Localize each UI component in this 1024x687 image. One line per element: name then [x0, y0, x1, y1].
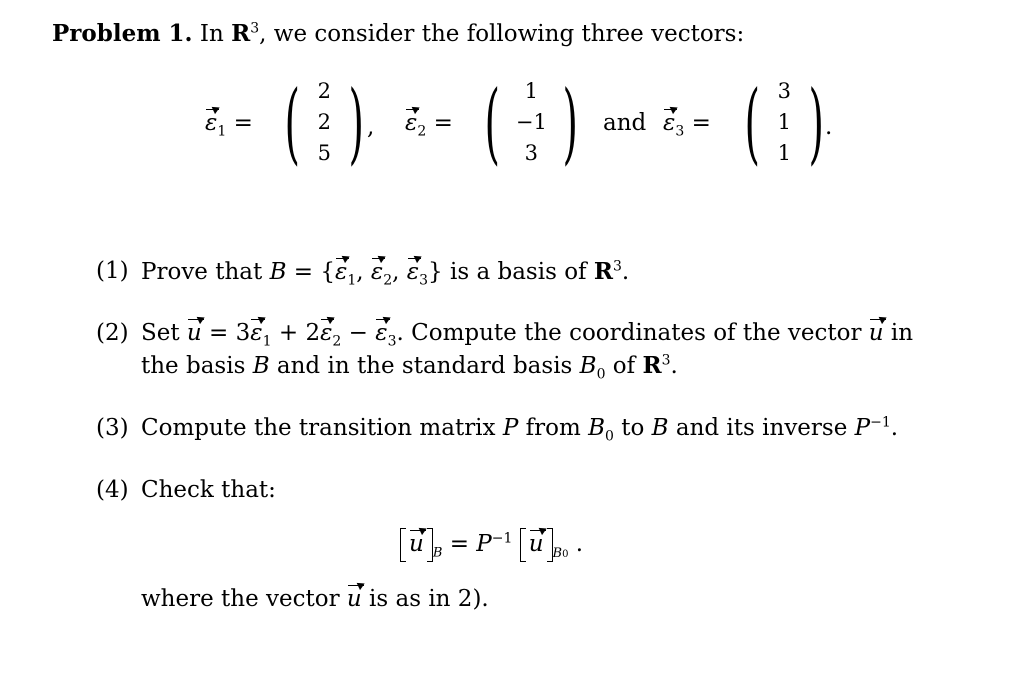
left-paren: ( [284, 70, 300, 174]
inverse-exponent: −1 [870, 414, 891, 431]
right-paren: ) [808, 70, 825, 174]
item-number: (3) [96, 415, 129, 441]
equation-middle: = P [442, 531, 492, 557]
vector-e1-subscript: 1 [347, 272, 357, 289]
space-exponent: 3 [661, 352, 671, 369]
vector-e3-label [663, 110, 711, 140]
vector-e1-label [205, 110, 253, 140]
vector-e2-value: 1 [524, 79, 539, 103]
vector-e1-symbol: ε [250, 320, 263, 346]
item-3-text-a: Compute the transition matrix [141, 415, 503, 441]
vector-e1-subscript: 1 [262, 333, 272, 350]
vector-u-symbol: u [528, 531, 544, 557]
basis-symbol: B [269, 259, 287, 285]
item-2-text-d: − [341, 320, 376, 346]
vector-e3-symbol: ε [663, 110, 676, 136]
where-text-b: is as in 2). [361, 586, 489, 612]
vector-e2-symbol: ε [405, 110, 418, 136]
space-exponent: 3 [250, 20, 260, 37]
vector-u-symbol: u [409, 531, 424, 557]
period: . [670, 353, 678, 379]
matrix-p-inverse-symbol: P [854, 415, 871, 441]
period: . [568, 531, 584, 557]
item-2-text-e: . Compute the coordinates of the vector [396, 320, 869, 346]
item-2-text-a: Set [141, 320, 187, 346]
space-symbol: R [593, 258, 613, 285]
vector-e2-subscript: 2 [383, 272, 393, 289]
vector-e3-value: 1 [777, 110, 792, 134]
vector-u-symbol: u [186, 320, 202, 346]
vector-e3-column [735, 70, 834, 174]
vector-e2-symbol: ε [320, 320, 333, 346]
item-3-text-d: and its inverse [668, 415, 855, 441]
vector-e1-symbol: ε [335, 259, 348, 285]
left-bracket [520, 528, 526, 562]
vector-e2-label [405, 110, 453, 140]
vector-e2-value: 3 [524, 141, 539, 165]
space-exponent: 3 [613, 258, 622, 275]
vector-e1-value: 2 [317, 110, 332, 134]
item-number: (4) [96, 477, 129, 503]
standard-basis-subscript: 0 [596, 366, 606, 383]
standard-basis-subscript: 0 [605, 428, 614, 445]
set-open: = { [286, 259, 335, 285]
left-paren: ( [744, 70, 760, 174]
item-2-line-2 [141, 352, 678, 383]
left-paren: ( [484, 70, 500, 174]
check-equation [400, 528, 583, 562]
basis-subscript: B [432, 545, 443, 561]
vector-e3-subscript: 3 [419, 272, 429, 289]
item-2-line2-b: and in the standard basis [269, 353, 580, 379]
problem-intro-prefix: In [199, 21, 232, 47]
problem-label: Problem 1. [52, 20, 193, 47]
vector-e1-value: 5 [317, 141, 332, 165]
vector-e3-values [769, 76, 799, 169]
item-1-text-c: } is a basis of [428, 259, 594, 285]
right-paren: ) [348, 70, 365, 174]
vector-e1-value: 2 [317, 79, 332, 103]
period: . [621, 259, 630, 285]
item-3-text [141, 414, 899, 445]
vector-e1-column [275, 70, 374, 174]
vector-e3-symbol: ε [375, 320, 388, 346]
item-number: (1) [96, 258, 129, 284]
comma: , [367, 114, 375, 140]
basis-symbol: B [651, 415, 669, 441]
and-word: and [603, 110, 647, 136]
vector-e2-column [475, 70, 588, 174]
standard-basis-letter: B [552, 545, 563, 561]
basis-symbol: B [252, 353, 270, 379]
vector-e2-subscript: 2 [417, 123, 427, 140]
item-3-text-b: from [518, 415, 589, 441]
inverse-exponent: −1 [491, 530, 513, 547]
vector-e3-value: 3 [777, 79, 792, 103]
item-2-line2-c: of [605, 353, 643, 379]
equals-sign: = [433, 110, 453, 136]
standard-basis-subscript [553, 546, 569, 561]
vector-e1-symbol: ε [205, 110, 218, 136]
vector-e3-subscript: 3 [387, 333, 397, 350]
item-2-text-f: in [883, 320, 914, 346]
vector-e2-symbol: ε [370, 259, 384, 285]
period: . [890, 415, 899, 441]
item-number: (2) [96, 320, 129, 346]
space-symbol: R [231, 20, 251, 47]
equals-sign: = [691, 110, 711, 136]
item-2-text-c: + 2 [271, 320, 321, 346]
vector-e1-subscript: 1 [217, 123, 227, 140]
vector-u-symbol: u [868, 320, 884, 346]
vector-e3-symbol: ε [406, 259, 420, 285]
vector-u-symbol: u [346, 586, 362, 612]
where-line [141, 586, 489, 612]
vector-e3-value: 1 [777, 141, 792, 165]
standard-basis-index: 0 [562, 548, 569, 560]
vector-e2-value: −1 [515, 110, 547, 134]
item-2-line2-a: the basis [141, 353, 253, 379]
item-2-line-1 [141, 320, 914, 350]
vector-e2-subscript: 2 [332, 333, 342, 350]
period: . [825, 114, 833, 140]
item-3-text-c: to [613, 415, 652, 441]
item-2-text-b: = 3 [201, 320, 251, 346]
standard-basis-symbol: B [579, 353, 597, 379]
item-1-text: Prove that $B = \{\varepsilon_1$, $\varepsilon_2$, $\varepsilon_3$} is a basis of $R^3$. [141, 258, 630, 289]
vector-e3-subscript: 3 [675, 123, 685, 140]
vector-e1-values [309, 76, 339, 169]
space-symbol: R [642, 352, 662, 379]
left-bracket [400, 528, 406, 562]
vector-e2-values [509, 76, 553, 169]
matrix-p-symbol: P [502, 415, 519, 441]
item-1-text-a: Prove that [141, 259, 270, 285]
where-text-a: where the vector [141, 586, 347, 612]
problem-intro-suffix: , we consider the following three vectors: [259, 21, 745, 47]
right-paren: ) [562, 70, 579, 174]
equals-sign: = [233, 110, 253, 136]
problem-header [52, 20, 744, 47]
standard-basis-symbol: B [588, 415, 606, 441]
item-4-text: Check that: [141, 477, 276, 503]
